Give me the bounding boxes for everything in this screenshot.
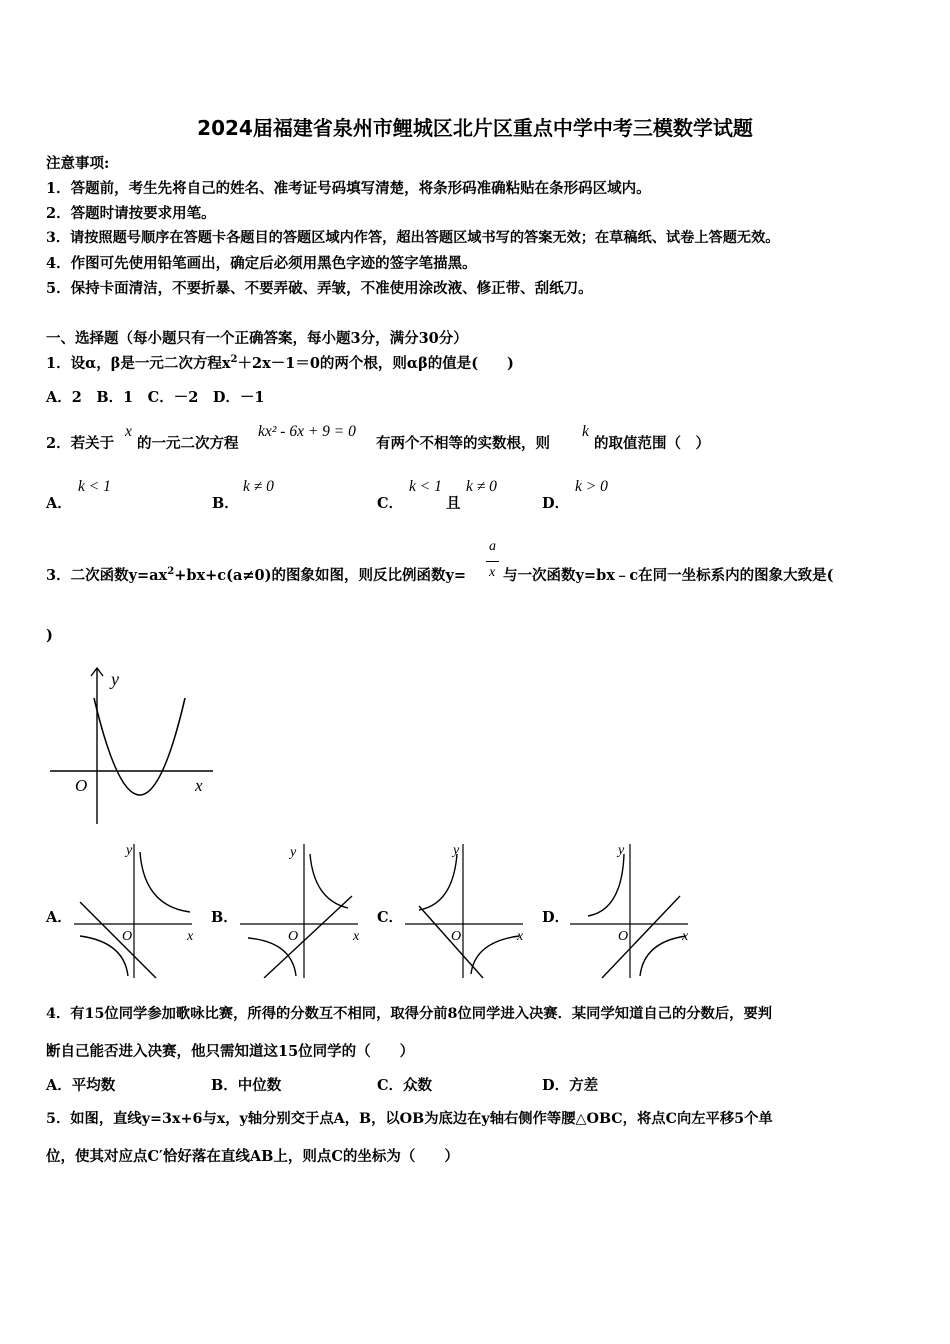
q2-option-d: k > 0 <box>575 478 608 495</box>
q2-option-d-label: D． <box>542 495 570 512</box>
q2-var-x: x <box>125 423 132 440</box>
q3-close-paren: ) <box>46 627 53 644</box>
q2-text-1: 2．若关于 <box>46 435 115 452</box>
q2-option-c-label: C． <box>377 495 404 512</box>
q5-line-2: 位，使其对应点C′恰好落在直线AB上，则点C的坐标为（ ） <box>46 1148 459 1165</box>
q4-option-d: D．方差 <box>542 1077 599 1094</box>
y-label: y <box>111 669 119 689</box>
q2-equation: kx² - 6x + 9 = 0 <box>258 423 356 440</box>
linear-line <box>80 902 156 978</box>
notice-item: 1．答题前，考生先将自己的姓名、准考证号码填写清楚，将条形码准确粘贴在条形码区域内。 <box>46 180 651 197</box>
q4-line-1: 4．有15位同学参加歌咏比赛，所得的分数互不相同，取得分前8位同学进入决赛．某同学知道自己的分数后，要判 <box>46 1006 773 1022</box>
q2-option-c-part1: k < 1 <box>409 478 442 495</box>
q2-text-3: 有两个不相等的实数根，则 <box>376 435 550 452</box>
q3-fraction-numerator: a <box>489 539 496 554</box>
x-label: x <box>353 929 360 944</box>
q3-option-a-label: A． <box>46 909 72 926</box>
linear-line <box>264 896 352 978</box>
q3-option-b-graph <box>238 840 368 980</box>
q1-stem-a: 1．设α，β是一元二次方程x <box>46 355 231 372</box>
q4-line-2: 断自己能否进入决赛，他只需知道这15位同学的（ ） <box>46 1043 415 1060</box>
q2-option-b-label: B． <box>212 495 239 512</box>
page-title: 2024届福建省泉州市鲤城区北片区重点中学中考三模数学试题 <box>197 116 753 140</box>
notice-item: 2．答题时请按要求用笔。 <box>46 205 216 222</box>
q2-option-a: k < 1 <box>78 478 111 495</box>
q2-option-c-part2: k ≠ 0 <box>466 478 497 495</box>
notice-item: 4．作图可先使用铅笔画出，确定后必须用黑色字迹的签字笔描黑。 <box>46 255 477 272</box>
q3-option-d-graph <box>568 840 698 980</box>
origin-label: O <box>75 776 88 795</box>
q3-option-c-graph <box>403 840 533 980</box>
y-label: y <box>290 845 297 860</box>
x-label: x <box>517 929 524 944</box>
q3-option-d-label: D． <box>542 909 570 926</box>
x-label: x <box>187 929 194 944</box>
q1-options: A．2 B．1 C．－2 D．－1 <box>46 389 265 406</box>
q3-option-b-label: B． <box>211 909 238 926</box>
hyperbola-branch <box>640 936 686 976</box>
hyperbola-branch <box>419 854 457 910</box>
section-heading: 一、选择题（每小题只有一个正确答案，每小题3分，满分30分） <box>46 330 468 347</box>
origin-label: O <box>288 929 299 944</box>
hyperbola-branch <box>588 854 624 916</box>
q3-sup: 2 <box>167 566 175 578</box>
q3-text-1: 3．二次函数y=ax <box>46 567 168 584</box>
question-1 <box>46 352 514 373</box>
q3-parabola-graph <box>45 660 225 830</box>
origin-label: O <box>618 929 629 944</box>
q2-text-4: 的取值范围（ ） <box>594 435 710 452</box>
parabola-curve <box>94 698 185 795</box>
q2-text-2: 的一元二次方程 <box>137 435 239 452</box>
origin-label: O <box>451 929 462 944</box>
q1-stem-b: ＋2x－1＝0的两个根，则αβ的值是( ) <box>237 355 514 372</box>
question-3 <box>46 564 466 585</box>
q4-option-c: C．众数 <box>377 1077 433 1094</box>
hyperbola-branch <box>310 854 348 908</box>
x-label: x <box>682 929 689 944</box>
q4-option-a: A．平均数 <box>46 1077 116 1094</box>
q1-sup: 2 <box>230 354 238 366</box>
notice-item: 3．请按照题号顺序在答题卡各题目的答题区域内作答，超出答题区域书写的答案无效；在草稿纸、试卷上答题无效。 <box>46 230 780 246</box>
q3-fraction-denominator: x <box>489 565 496 580</box>
q3-option-a-graph <box>72 840 202 980</box>
q2-var-k: k <box>582 423 589 440</box>
origin-label: O <box>122 929 133 944</box>
y-label: y <box>618 843 625 858</box>
q2-option-c-and: 且 <box>446 495 461 512</box>
notice-heading: 注意事项: <box>46 155 110 172</box>
q3-text-2: +bx+c(a≠0)的图象如图，则反比例函数y= <box>174 567 467 584</box>
y-label: y <box>453 843 460 858</box>
q3-text-3: 与一次函数y=bx﹣c在同一坐标系内的图象大致是( <box>503 567 834 584</box>
q2-option-b: k ≠ 0 <box>243 478 274 495</box>
notice-item: 5．保持卡面清洁，不要折暴、不要弄破、弄皱，不准使用涂改液、修正带、刮纸刀。 <box>46 280 593 297</box>
linear-line <box>602 896 680 978</box>
q2-option-a-label: A． <box>46 495 72 512</box>
q4-option-b: B．中位数 <box>211 1077 282 1094</box>
y-label: y <box>126 843 133 858</box>
q5-line-1: 5．如图，直线y=3x+6与x，y轴分别交于点A，B，以OB为底边在y轴右侧作等腰△OBC，将点C向左平移5个单 <box>46 1111 773 1127</box>
x-label: x <box>195 776 203 795</box>
q3-fraction-bar <box>486 561 499 562</box>
hyperbola-branch <box>140 852 190 912</box>
hyperbola-branch <box>471 936 519 974</box>
q3-option-c-label: C． <box>377 909 404 926</box>
